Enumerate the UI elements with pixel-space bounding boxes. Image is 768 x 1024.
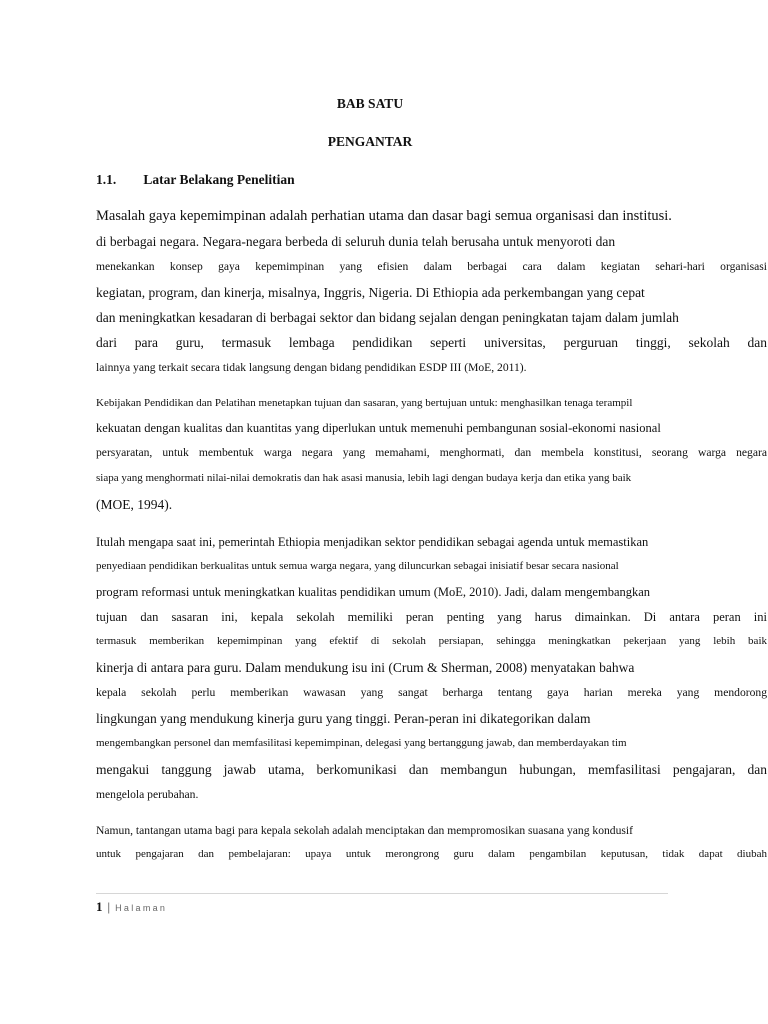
- footer-separator: |: [107, 899, 111, 914]
- page-number: 1: [96, 899, 103, 914]
- text-line: penyediaan pendidikan berkualitas untuk semua warga negara, yang diluncurkan sebagai inisiatif besar secara nasional: [96, 560, 619, 572]
- text-line: mengembangkan personel dan memfasilitasi kepemimpinan, delegasi yang bertanggung jawab, dan memberdayakan tim: [96, 737, 627, 749]
- text-line: (MOE, 1994).: [96, 497, 173, 512]
- text-line: Masalah gaya kepemimpinan adalah perhatian utama dan dasar bagi semua organisasi dan institusi.: [96, 208, 672, 224]
- text-line: untuk pengajaran dan pembelajaran: upaya untuk merongrong guru dalam pengambilan keputusan, tidak dapat diubah: [96, 848, 767, 860]
- page-label: Halaman: [115, 903, 168, 913]
- page-footer: [96, 898, 167, 916]
- text-line: kepala sekolah perlu memberikan wawasan yang sangat berharga tentang gaya harian mereka yang mendorong: [96, 686, 767, 699]
- text-line: mengakui tanggung jawab utama, berkomunikasi dan membangun hubungan, memfasilitasi pengajaran, dan: [96, 762, 767, 777]
- text-line: program reformasi untuk meningkatkan kualitas pendidikan umum (MoE, 2010). Jadi, dalam mengembangkan: [96, 585, 651, 599]
- chapter-title: PENGANTAR: [327, 134, 413, 149]
- text-line: kekuatan dengan kualitas dan kuantitas yang diperlukan untuk memenuhi pembangunan sosial-ekonomi nasional: [96, 421, 661, 435]
- text-line: dan meningkatkan kesadaran di berbagai sektor dan bidang sejalan dengan peningkatan tajam dalam jumlah: [96, 310, 679, 325]
- text-line: mengelola perubahan.: [96, 788, 199, 801]
- chapter-label: BAB SATU: [336, 96, 404, 111]
- text-line: kinerja di antara para guru. Dalam mendukung isu ini (Crum & Sherman, 2008) menyatakan bahwa: [96, 660, 635, 675]
- text-line: lingkungan yang mendukung kinerja guru yang tinggi. Peran-peran ini dikategorikan dalam: [96, 711, 591, 726]
- section-number: 1.1.: [96, 172, 117, 187]
- section-title: Latar Belakang Penelitian: [143, 172, 295, 187]
- text-line: persyaratan, untuk membentuk warga negara yang memahami, menghormati, dan membela konstitusi, seorang warga negara: [96, 446, 767, 459]
- text-line: tujuan dan sasaran ini, kepala sekolah memiliki peran penting yang harus dimainkan. Di antara peran ini: [96, 610, 767, 624]
- text-line: menekankan konsep gaya kepemimpinan yang efisien dalam berbagai cara dalam kegiatan sehari-hari organisasi: [96, 260, 767, 273]
- text-line: dari para guru, termasuk lembaga pendidikan seperti universitas, perguruan tinggi, sekolah dan: [96, 335, 767, 350]
- text-line: termasuk memberikan kepemimpinan yang efektif di sekolah persiapan, sehingga meningkatkan pekerjaan yang lebih baik: [96, 635, 767, 647]
- section-heading: [96, 172, 295, 188]
- text-line: kegiatan, program, dan kinerja, misalnya, Inggris, Nigeria. Di Ethiopia ada perkembangan yang cepat: [96, 285, 645, 300]
- text-line: Kebijakan Pendidikan dan Pelatihan menetapkan tujuan dan sasaran, yang bertujuan untuk: menghasilkan tenaga terampil: [96, 397, 633, 409]
- text-line: lainnya yang terkait secara tidak langsung dengan bidang pendidikan ESDP III (MoE, 2011).: [96, 361, 527, 374]
- footer-divider: [96, 893, 668, 894]
- text-line: Itulah mengapa saat ini, pemerintah Ethiopia menjadikan sektor pendidikan sebagai agenda untuk memastikan: [96, 535, 649, 549]
- text-line: di berbagai negara. Negara-negara berbeda di seluruh dunia telah berusaha untuk menyoroti dan: [96, 234, 616, 249]
- text-line: Namun, tantangan utama bagi para kepala sekolah adalah menciptakan dan mempromosikan suasana yang kondusif: [96, 824, 633, 837]
- text-line: siapa yang menghormati nilai-nilai demokratis dan hak asasi manusia, lebih lagi dengan budaya kerja dan etika yang baik: [96, 472, 632, 484]
